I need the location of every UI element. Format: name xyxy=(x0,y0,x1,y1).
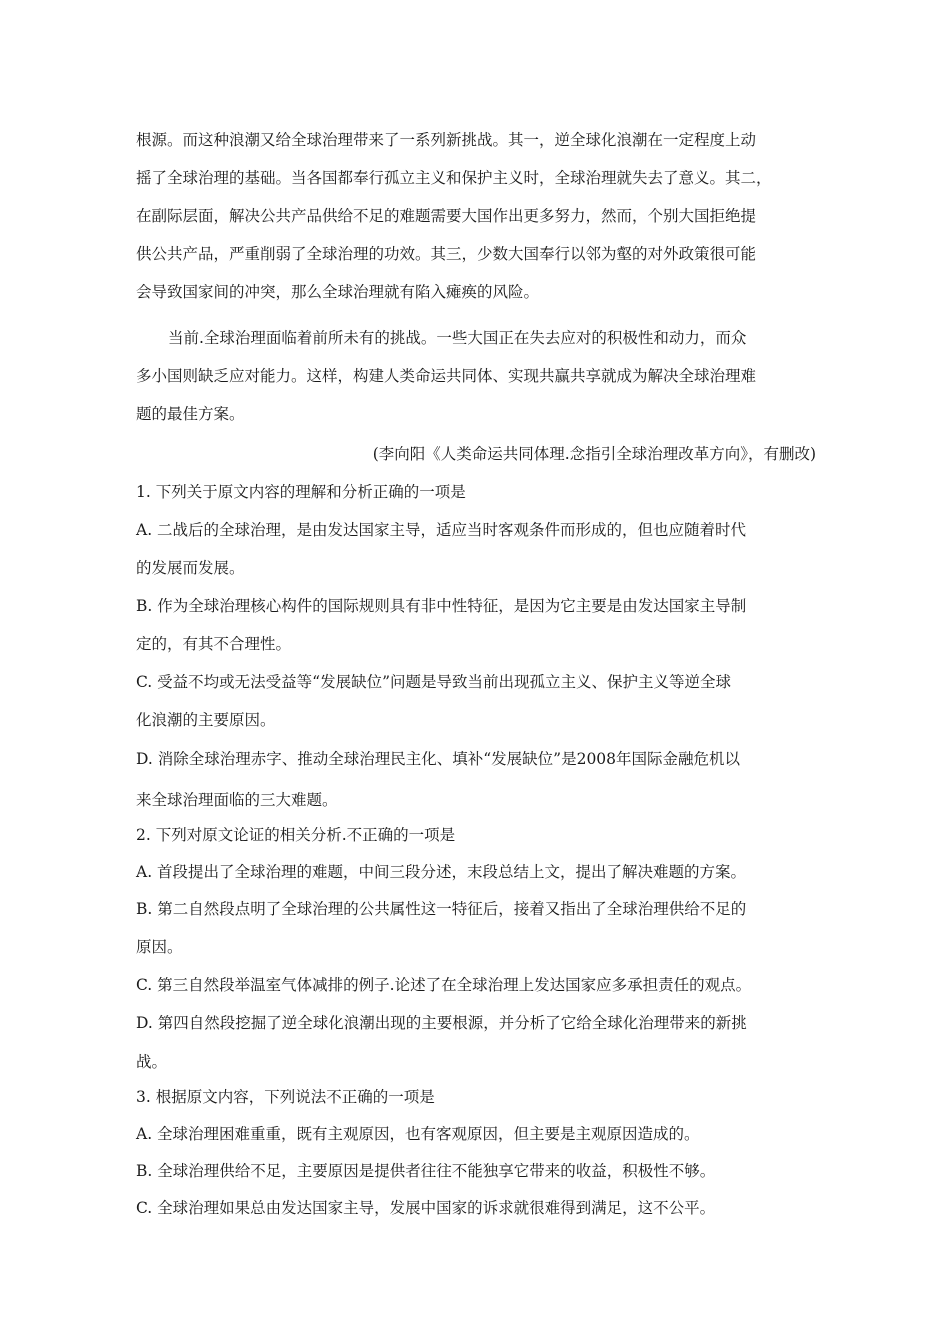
question-1-option-c-cont: 化浪潮的主要原因。 xyxy=(136,711,276,729)
question-1-stem: 1. 下列关于原文内容的理解和分析正确的一项是 xyxy=(136,483,466,501)
question-2-option-a: A. 首段提出了全球治理的难题，中间三段分述，末段总结上文，提出了解决难题的方案。 xyxy=(136,863,747,881)
passage-p1-line-3: 在副际层面，解决公共产品供给不足的难题需要大国作出更多努力，然而，个别大国拒绝提 xyxy=(136,207,757,225)
question-1-option-d: D. 消除全球治理赤字、推动全球治理民主化、填补“发展缺位”是2008年国际金融危机以 xyxy=(136,750,741,768)
question-2-stem: 2. 下列对原文论证的相关分析.不正确的一项是 xyxy=(136,826,456,844)
question-2-option-d-cont: 战。 xyxy=(136,1053,168,1071)
question-1-option-b-cont: 定的，有其不合理性。 xyxy=(136,635,292,653)
passage-p2-line-3: 题的最佳方案。 xyxy=(136,405,245,423)
passage-p2-line-1: 当前.全球治理面临着前所未有的挑战。一些大国正在失去应对的积极性和动力，而众 xyxy=(168,329,747,347)
question-1-option-a: A. 二战后的全球治理，是由发达国家主导，适应当时客观条件而形成的，但也应随着时代 xyxy=(136,521,747,539)
question-2-option-b-cont: 原因。 xyxy=(136,938,183,956)
passage-p1-line-2: 摇了全球治理的基础。当各国都奉行孤立主义和保护主义时，全球治理就失去了意义。其二， xyxy=(136,169,772,187)
passage-p1-line-4: 供公共产品，严重削弱了全球治理的功效。其三，少数大国奉行以邻为壑的对外政策很可能 xyxy=(136,245,757,263)
question-2-option-d: D. 第四自然段挖掘了逆全球化浪潮出现的主要根源，并分析了它给全球化治理带来的新挑 xyxy=(136,1014,747,1032)
question-3-option-b: B. 全球治理供给不足，主要原因是提供者往往不能独享它带来的收益，积极性不够。 xyxy=(136,1162,716,1180)
question-1-option-b: B. 作为全球治理核心构件的国际规则具有非中性特征，是因为它主要是由发达国家主导制 xyxy=(136,597,747,615)
question-3-option-c: C. 全球治理如果总由发达国家主导，发展中国家的诉求就很难得到满足，这不公平。 xyxy=(136,1199,716,1217)
passage-p1-line-1: 根源。而这种浪潮又给全球治理带来了一系列新挑战。其一，逆全球化浪潮在一定程度上动 xyxy=(136,131,757,149)
question-1-option-d-cont: 来全球治理面临的三大难题。 xyxy=(136,791,338,809)
question-1-option-a-cont: 的发展而发展。 xyxy=(136,559,245,577)
passage-p2-line-2: 多小国则缺乏应对能力。这样，构建人类命运共同体、实现共赢共享就成为解决全球治理难 xyxy=(136,367,757,385)
question-2-option-c: C. 第三自然段举温室气体减排的例子.论述了在全球治理上发达国家应多承担责任的观点。 xyxy=(136,976,752,994)
question-3-stem: 3. 根据原文内容，下列说法不正确的一项是 xyxy=(136,1088,435,1106)
question-1-option-c: C. 受益不均或无法受益等“发展缺位”问题是导致当前出现孤立主义、保护主义等逆全球 xyxy=(136,673,732,691)
question-3-option-a: A. 全球治理困难重重，既有主观原因，也有客观原因，但主要是主观原因造成的。 xyxy=(136,1125,700,1143)
passage-p1-line-5: 会导致国家间的冲突，那么全球治理就有陷入瘫痪的风险。 xyxy=(136,283,540,301)
question-2-option-b: B. 第二自然段点明了全球治理的公共属性这一特征后，接着又指出了全球治理供给不足的 xyxy=(136,900,747,918)
passage-source: (李向阳《人类命运共同体理.念指引全球治理改革方向》，有删改) xyxy=(372,445,816,463)
